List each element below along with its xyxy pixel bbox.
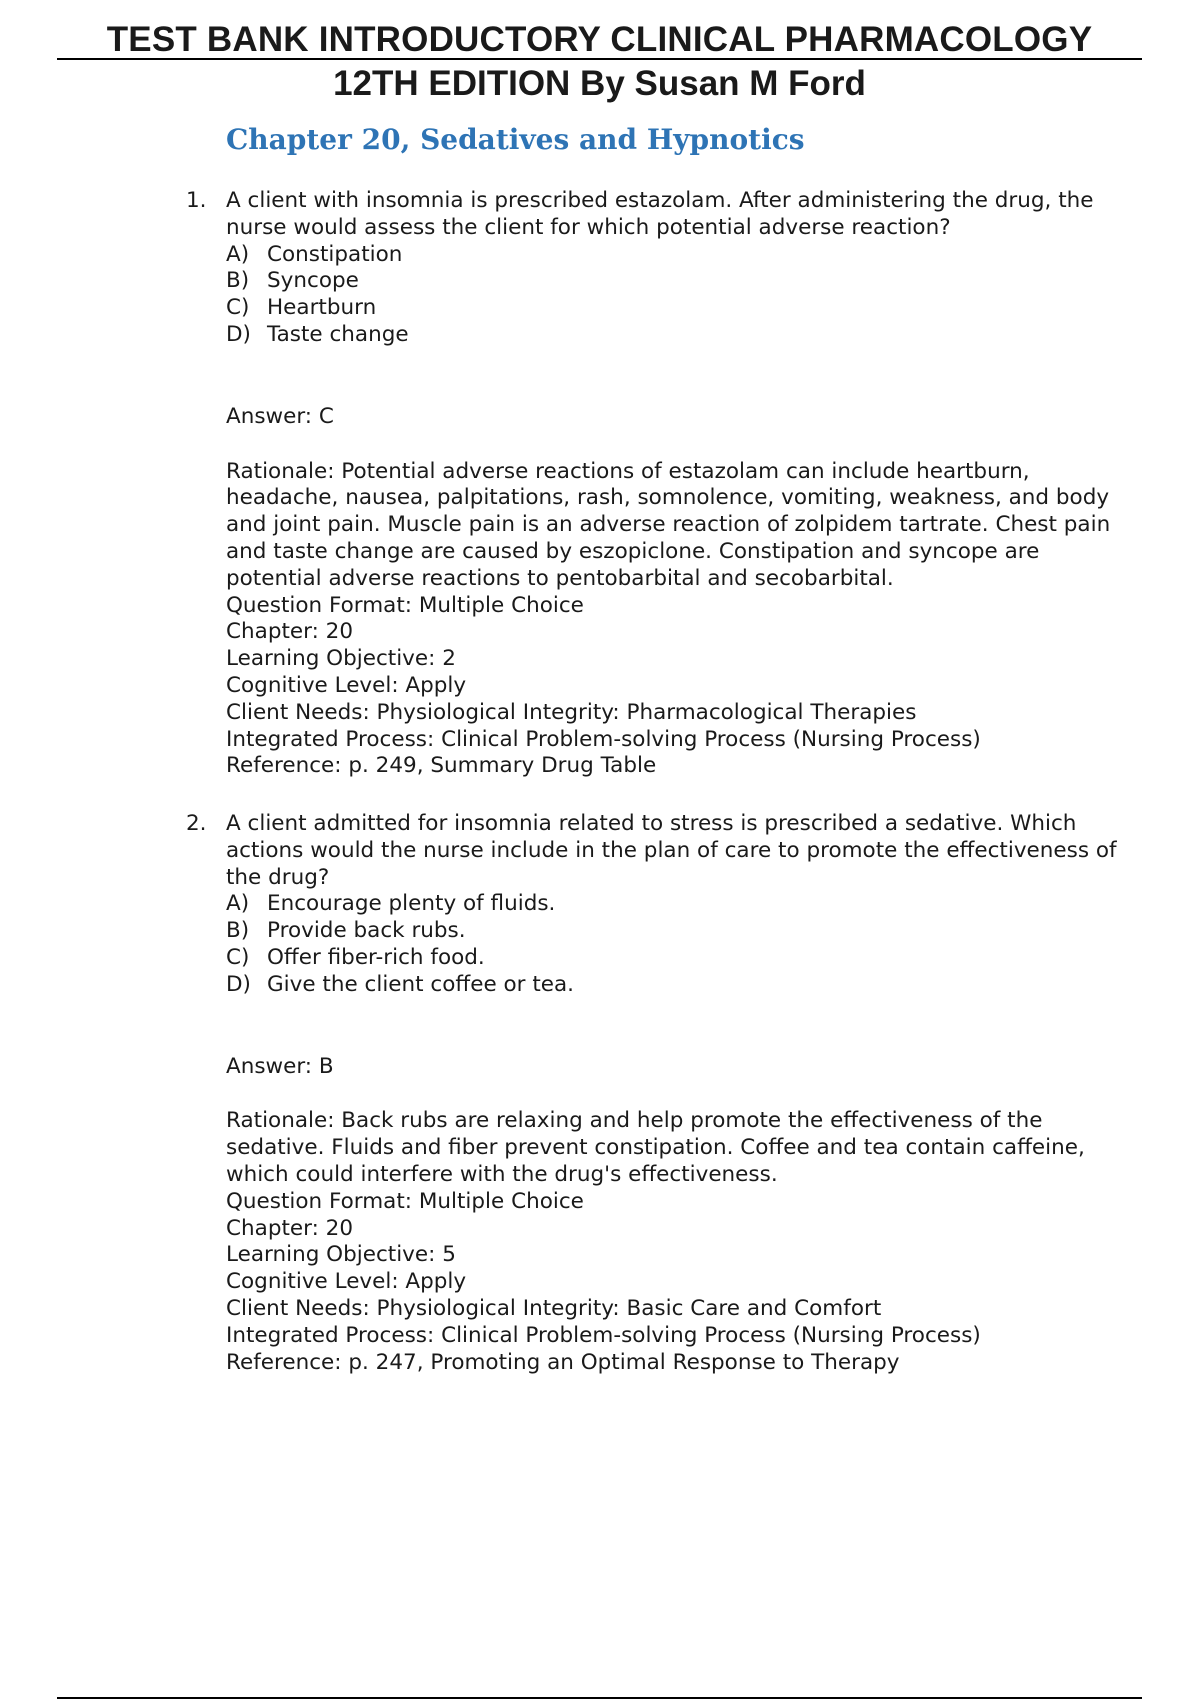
header-divider — [57, 58, 1142, 60]
document-subtitle: 12TH EDITION By Susan M Ford — [333, 64, 866, 103]
option-text: Syncope — [267, 268, 359, 294]
learning-objective: Learning Objective: 2 — [226, 646, 456, 672]
rationale: Rationale: Back rubs are relaxing and help promote the effectiveness of the sedative. Fluids and fiber prevent constipation. Coffee and tea contain caffeine, which could interfere with the drug's effectiveness. — [226, 1108, 1085, 1187]
option-letter: A) — [226, 891, 250, 917]
option-letter: D) — [226, 321, 251, 347]
option-letter: C) — [226, 944, 250, 970]
option-letter: B) — [226, 268, 250, 294]
client-needs: Client Needs: Physiological Integrity: Basic Care and Comfort — [226, 1295, 882, 1321]
option-c — [226, 945, 1126, 972]
option-text: Provide back rubs. — [267, 918, 466, 944]
footer-divider — [57, 1697, 1142, 1699]
option-d — [226, 972, 1126, 999]
answer-options — [226, 891, 1126, 998]
option-letter: D) — [226, 971, 251, 997]
question-stem: A client with insomnia is prescribed estazolam. After administering the drug, the nurse would assess the client for which potential adverse reaction? — [226, 188, 1094, 240]
answer-key: Answer: C — [226, 403, 334, 429]
question-number: 2. — [186, 811, 207, 836]
option-text: Give the client coffee or tea. — [267, 971, 574, 997]
client-needs: Client Needs: Physiological Integrity: Pharmacological Therapies — [226, 699, 917, 725]
reference: Reference: p. 247, Promoting an Optimal Response to Therapy — [226, 1349, 900, 1375]
answer-options — [226, 242, 1126, 349]
option-b — [226, 268, 1126, 295]
option-text: Heartburn — [267, 295, 377, 321]
option-d — [226, 322, 1126, 349]
option-text: Taste change — [267, 321, 409, 347]
reference: Reference: p. 249, Summary Drug Table — [226, 753, 657, 779]
answer-key: Answer: B — [226, 1053, 334, 1079]
integrated-process: Integrated Process: Clinical Problem-solving Process (Nursing Process) — [226, 1322, 981, 1348]
cognitive-level: Cognitive Level: Apply — [226, 1269, 467, 1295]
question-format: Question Format: Multiple Choice — [226, 592, 584, 618]
question-number: 1. — [186, 188, 207, 213]
document-title: TEST BANK INTRODUCTORY CLINICAL PHARMACOLOGY — [106, 20, 1093, 59]
question-1 — [186, 188, 1126, 780]
option-b — [226, 918, 1126, 945]
option-a — [226, 891, 1126, 918]
chapter-heading: Chapter 20, Sedatives and Hypnotics — [226, 123, 805, 156]
option-letter: C) — [226, 295, 250, 321]
option-text: Constipation — [267, 241, 403, 267]
cognitive-level: Cognitive Level: Apply — [226, 672, 467, 698]
question-format: Question Format: Multiple Choice — [226, 1188, 584, 1214]
option-a — [226, 242, 1126, 269]
question-2 — [186, 811, 1126, 1376]
chapter-number: Chapter: 20 — [226, 619, 354, 645]
learning-objective: Learning Objective: 5 — [226, 1242, 456, 1268]
option-letter: A) — [226, 241, 250, 267]
rationale: Rationale: Potential adverse reactions of estazolam can include heartburn, headache, nausea, palpitations, rash, somnolence, vomiting, weakness, and body and joint pain. Muscle pain is an adverse reaction of zolpidem tartrate. Chest pain and taste change are caused by eszopiclone. Constipation and syncope are potential adverse reactions to pentobarbital and secobarbital. — [226, 458, 1111, 591]
chapter-number: Chapter: 20 — [226, 1215, 354, 1241]
option-letter: B) — [226, 918, 250, 944]
option-c — [226, 295, 1126, 322]
option-text: Encourage plenty of fluids. — [267, 891, 556, 917]
option-text: Offer fiber-rich food. — [267, 944, 485, 970]
question-stem: A client admitted for insomnia related to stress is prescribed a sedative. Which actions would the nurse include in the plan of care to promote the effectiveness of the drug? — [226, 811, 1117, 890]
integrated-process: Integrated Process: Clinical Problem-solving Process (Nursing Process) — [226, 726, 981, 752]
